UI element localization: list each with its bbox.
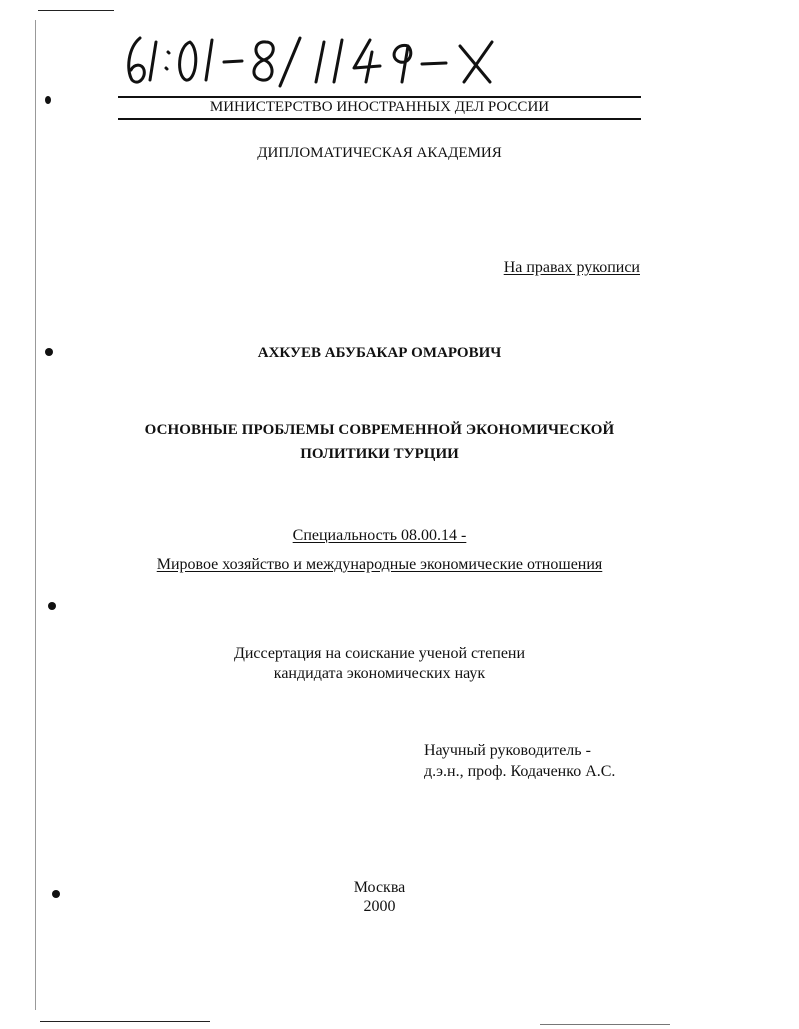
- year: 2000: [363, 898, 396, 915]
- degree-line-1: Диссертация на соискание ученой степени: [233, 645, 526, 662]
- scan-bottom-edge-line: [40, 1021, 210, 1022]
- header-rule-bottom: [118, 118, 641, 120]
- handwritten-shelfmark: [120, 30, 520, 90]
- binding-hole-1: [45, 96, 51, 104]
- binding-hole-4: [52, 890, 60, 898]
- binding-hole-2: [45, 348, 53, 356]
- supervisor-name: д.э.н., проф. Кодаченко А.С.: [424, 763, 616, 780]
- dissertation-title-line-1: ОСНОВНЫЕ ПРОБЛЕМЫ СОВРЕМЕННОЙ ЭКОНОМИЧЕСКОЙ: [144, 422, 615, 438]
- header-rule-top: [118, 96, 641, 98]
- specialty-code: [118, 527, 641, 545]
- city: Москва: [353, 879, 406, 896]
- supervisor-label: Научный руководитель -: [424, 742, 591, 759]
- ministry-name: МИНИСТЕРСТВО ИНОСТРАННЫХ ДЕЛ РОССИИ: [209, 99, 550, 115]
- scan-left-edge-line: [35, 20, 36, 1010]
- binding-hole-3: [48, 602, 56, 610]
- specialty-name-text: Мировое хозяйство и международные экономические отношения: [156, 556, 603, 573]
- specialty-code-text: Специальность 08.00.14 -: [292, 527, 467, 544]
- academy-name: ДИПЛОМАТИЧЕСКАЯ АКАДЕМИЯ: [257, 145, 502, 161]
- rights-note-text: На правах рукописи: [503, 259, 640, 276]
- specialty-name: [118, 556, 641, 574]
- scan-top-edge-line: [38, 10, 114, 11]
- scan-bottom-right-edge-line: [540, 1024, 670, 1025]
- dissertation-title-line-2: ПОЛИТИКИ ТУРЦИИ: [300, 446, 459, 462]
- degree-line-2: кандидата экономических наук: [273, 665, 486, 682]
- rights-note: [440, 259, 640, 277]
- author-name: АХКУЕВ АБУБАКАР ОМАРОВИЧ: [257, 345, 502, 361]
